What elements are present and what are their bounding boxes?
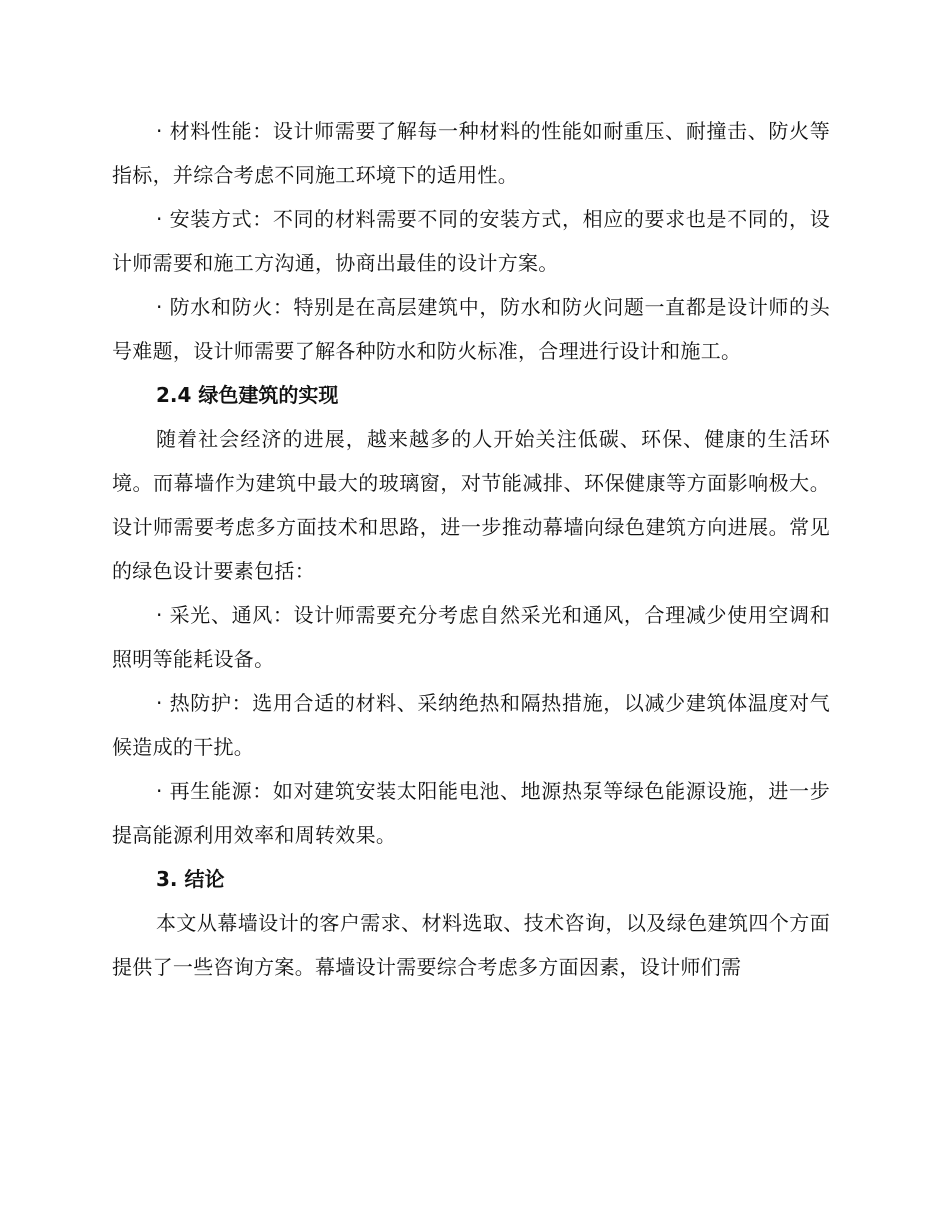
bullet-installation-method: · 安装方式：不同的材料需要不同的安装方式，相应的要求也是不同的，设计师需要和施工方沟通，协商出最佳的设计方案。 [112, 207, 830, 275]
section-heading-green-building: 2.4 绿色建筑的实现 [156, 383, 339, 407]
bullet-waterproof-fireproof: · 防水和防火：特别是在高层建筑中，防水和防火问题一直都是设计师的头号难题，设计师需要了解各种防水和防火标准，合理进行设计和施工。 [112, 295, 830, 363]
bullet-material-performance: · 材料性能：设计师需要了解每一种材料的性能如耐重压、耐撞击、防火等指标，并综合考虑不同施工环境下的适用性。 [112, 119, 830, 187]
bullet-lighting-ventilation: · 采光、通风：设计师需要充分考虑自然采光和通风，合理减少使用空调和照明等能耗设备。 [112, 603, 830, 671]
paragraph-conclusion: 本文从幕墙设计的客户需求、材料选取、技术咨询，以及绿色建筑四个方面提供了一些咨询方案。幕墙设计需要综合考虑多方面因素，设计师们需 [112, 911, 830, 979]
bullet-renewable-energy: · 再生能源：如对建筑安装太阳能电池、地源热泵等绿色能源设施，进一步提高能源利用效率和周转效果。 [112, 779, 830, 847]
document-body [112, 109, 830, 989]
section-heading-conclusion: 3. 结论 [156, 867, 225, 891]
paragraph-green-building-intro: 随着社会经济的进展，越来越多的人开始关注低碳、环保、健康的生活环境。而幕墙作为建筑中最大的玻璃窗，对节能减排、环保健康等方面影响极大。设计师需要考虑多方面技术和思路，进一步推动幕墙向绿色建筑方向进展。常见的绿色设计要素包括： [112, 427, 830, 583]
bullet-thermal-protection: · 热防护：选用合适的材料、采纳绝热和隔热措施，以减少建筑体温度对气候造成的干扰。 [112, 691, 830, 759]
